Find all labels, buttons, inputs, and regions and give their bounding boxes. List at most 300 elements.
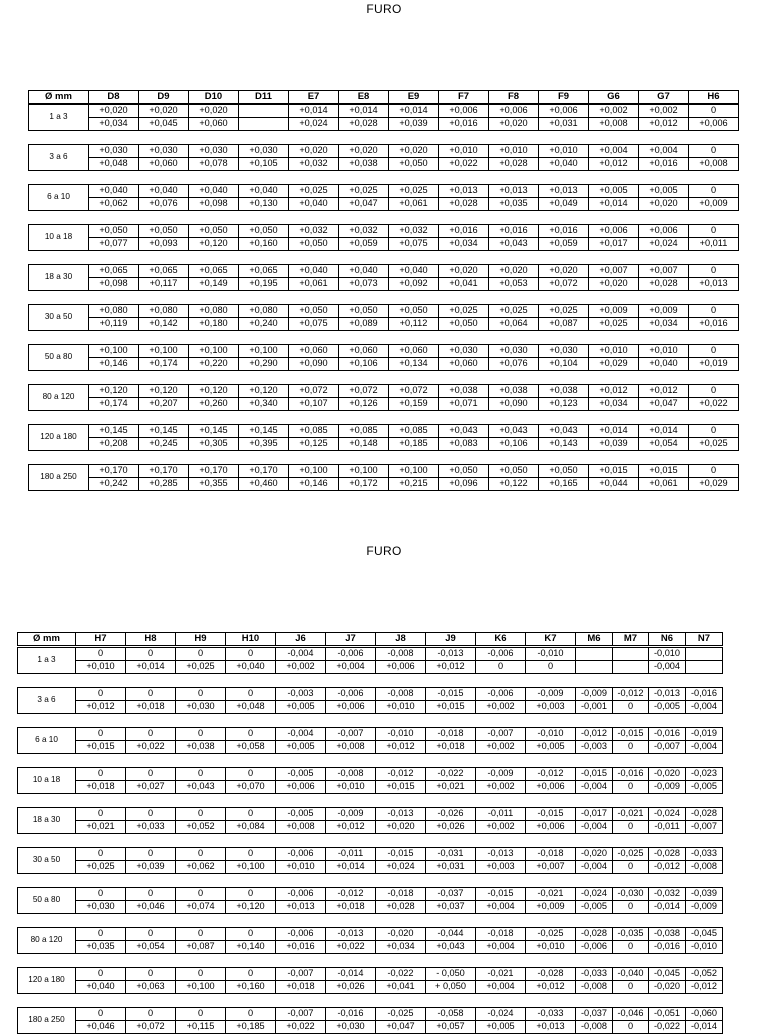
upper-deviation-cell: -0,007 bbox=[326, 728, 376, 741]
upper-deviation-cell: 0 bbox=[176, 768, 226, 781]
lower-deviation-cell: +0,087 bbox=[176, 941, 226, 954]
lower-deviation-cell: +0,054 bbox=[126, 941, 176, 954]
lower-deviation-cell: +0,018 bbox=[276, 981, 326, 994]
upper-deviation-cell: +0,085 bbox=[339, 425, 389, 438]
upper-deviation-cell: +0,050 bbox=[489, 465, 539, 478]
upper-deviation-cell: -0,025 bbox=[376, 1008, 426, 1021]
lower-deviation-cell: +0,285 bbox=[139, 478, 189, 491]
lower-deviation-cell: +0,053 bbox=[489, 278, 539, 291]
column-header: M6 bbox=[576, 633, 613, 646]
upper-deviation-cell: +0,007 bbox=[639, 265, 689, 278]
lower-deviation-cell: +0,018 bbox=[126, 701, 176, 714]
table1-title: FURO bbox=[366, 2, 402, 16]
lower-deviation-cell: +0,006 bbox=[326, 701, 376, 714]
lower-deviation-cell: +0,026 bbox=[426, 821, 476, 834]
upper-deviation-cell: +0,145 bbox=[139, 425, 189, 438]
upper-deviation-cell: 0 bbox=[76, 808, 126, 821]
lower-deviation-cell: +0,100 bbox=[176, 981, 226, 994]
upper-deviation-cell: -0,022 bbox=[426, 768, 476, 781]
lower-deviation-cell: +0,015 bbox=[426, 701, 476, 714]
lower-deviation-cell: +0,075 bbox=[389, 238, 439, 251]
size-range-cell: 80 a 120 bbox=[29, 385, 89, 411]
lower-deviation-cell: +0,009 bbox=[689, 198, 739, 211]
lower-deviation-cell: +0,063 bbox=[126, 981, 176, 994]
lower-deviation-cell: +0,014 bbox=[326, 861, 376, 874]
upper-deviation-cell: +0,014 bbox=[589, 425, 639, 438]
lower-deviation-cell: 0 bbox=[613, 741, 649, 754]
upper-deviation-cell: +0,009 bbox=[589, 305, 639, 318]
lower-deviation-cell: +0,040 bbox=[76, 981, 126, 994]
upper-deviation-cell: +0,004 bbox=[639, 145, 689, 158]
lower-deviation-cell: +0,195 bbox=[239, 278, 289, 291]
lower-deviation-cell: +0,070 bbox=[226, 781, 276, 794]
upper-deviation-cell: 0 bbox=[689, 345, 739, 358]
upper-deviation-cell: -0,012 bbox=[613, 688, 649, 701]
size-range-cell: 120 a 180 bbox=[29, 425, 89, 451]
lower-deviation-cell: +0,022 bbox=[276, 1021, 326, 1034]
column-header: N7 bbox=[686, 633, 723, 646]
lower-deviation-cell: +0,096 bbox=[439, 478, 489, 491]
upper-deviation-cell: 0 bbox=[689, 385, 739, 398]
column-header: E9 bbox=[389, 91, 439, 104]
table-header bbox=[28, 90, 739, 104]
upper-deviation-cell: +0,085 bbox=[289, 425, 339, 438]
upper-deviation-cell: -0,011 bbox=[326, 848, 376, 861]
lower-deviation-cell: +0,048 bbox=[226, 701, 276, 714]
lower-deviation-cell: +0,016 bbox=[439, 118, 489, 131]
lower-deviation-cell: +0,028 bbox=[489, 158, 539, 171]
upper-deviation-cell: +0,025 bbox=[289, 185, 339, 198]
table2-title: FURO bbox=[366, 544, 402, 558]
upper-deviation-cell bbox=[686, 648, 723, 661]
upper-deviation-cell: -0,016 bbox=[326, 1008, 376, 1021]
lower-deviation-cell: +0,025 bbox=[176, 661, 226, 674]
column-header: J8 bbox=[376, 633, 426, 646]
lower-deviation-cell: +0,105 bbox=[239, 158, 289, 171]
upper-deviation-cell: -0,006 bbox=[276, 848, 326, 861]
lower-deviation-cell: +0,017 bbox=[589, 238, 639, 251]
lower-deviation-cell: +0,010 bbox=[276, 861, 326, 874]
upper-deviation-cell: -0,012 bbox=[376, 768, 426, 781]
upper-deviation-cell: +0,040 bbox=[89, 185, 139, 198]
lower-deviation-cell: -0,012 bbox=[649, 861, 686, 874]
lower-deviation-cell: +0,052 bbox=[176, 821, 226, 834]
upper-deviation-cell: -0,006 bbox=[326, 688, 376, 701]
upper-deviation-cell: +0,100 bbox=[339, 465, 389, 478]
upper-deviation-cell: +0,030 bbox=[489, 345, 539, 358]
lower-deviation-cell: -0,008 bbox=[686, 861, 723, 874]
size-range-cell: 18 a 30 bbox=[29, 265, 89, 291]
upper-deviation-cell: -0,018 bbox=[426, 728, 476, 741]
lower-deviation-cell: +0,100 bbox=[226, 861, 276, 874]
upper-deviation-cell: -0,009 bbox=[476, 768, 526, 781]
lower-deviation-cell: +0,024 bbox=[289, 118, 339, 131]
upper-deviation-cell: -0,018 bbox=[476, 928, 526, 941]
upper-deviation-cell: -0,021 bbox=[476, 968, 526, 981]
lower-deviation-cell: 0 bbox=[613, 981, 649, 994]
lower-deviation-cell: +0,215 bbox=[389, 478, 439, 491]
lower-deviation-cell: +0,010 bbox=[526, 941, 576, 954]
upper-deviation-cell: +0,065 bbox=[89, 265, 139, 278]
upper-deviation-cell: 0 bbox=[176, 928, 226, 941]
lower-deviation-cell: +0,004 bbox=[326, 661, 376, 674]
lower-deviation-cell: +0,038 bbox=[176, 741, 226, 754]
lower-deviation-cell: +0,077 bbox=[89, 238, 139, 251]
upper-deviation-cell: +0,072 bbox=[389, 385, 439, 398]
upper-deviation-cell: -0,004 bbox=[276, 648, 326, 661]
upper-deviation-cell: +0,050 bbox=[139, 225, 189, 238]
upper-deviation-cell: -0,046 bbox=[613, 1008, 649, 1021]
lower-deviation-cell: +0,010 bbox=[376, 701, 426, 714]
upper-deviation-cell: -0,006 bbox=[476, 648, 526, 661]
upper-deviation-cell: -0,012 bbox=[326, 888, 376, 901]
upper-deviation-cell: 0 bbox=[176, 968, 226, 981]
lower-deviation-cell: +0,015 bbox=[76, 741, 126, 754]
lower-deviation-cell: +0,148 bbox=[339, 438, 389, 451]
lower-deviation-cell: +0,004 bbox=[476, 901, 526, 914]
upper-deviation-cell: +0,145 bbox=[89, 425, 139, 438]
lower-deviation-cell: +0,022 bbox=[689, 398, 739, 411]
size-range-block bbox=[17, 887, 723, 914]
upper-deviation-cell: +0,120 bbox=[139, 385, 189, 398]
upper-deviation-cell: +0,006 bbox=[589, 225, 639, 238]
lower-deviation-cell: +0,185 bbox=[389, 438, 439, 451]
lower-deviation-cell: +0,149 bbox=[189, 278, 239, 291]
lower-deviation-cell bbox=[613, 661, 649, 674]
upper-deviation-cell: -0,028 bbox=[686, 808, 723, 821]
lower-deviation-cell: +0,025 bbox=[76, 861, 126, 874]
upper-deviation-cell: +0,006 bbox=[489, 105, 539, 118]
lower-deviation-cell: +0,059 bbox=[539, 238, 589, 251]
size-range-cell: 1 a 3 bbox=[29, 105, 89, 131]
lower-deviation-cell: -0,004 bbox=[649, 661, 686, 674]
upper-deviation-cell: +0,025 bbox=[389, 185, 439, 198]
lower-deviation-cell: +0,355 bbox=[189, 478, 239, 491]
size-range-block bbox=[17, 647, 723, 674]
upper-deviation-cell: -0,021 bbox=[613, 808, 649, 821]
upper-deviation-cell: +0,013 bbox=[539, 185, 589, 198]
lower-deviation-cell: -0,011 bbox=[649, 821, 686, 834]
upper-deviation-cell: -0,026 bbox=[426, 808, 476, 821]
upper-deviation-cell: +0,050 bbox=[289, 305, 339, 318]
lower-deviation-cell: +0,029 bbox=[689, 478, 739, 491]
lower-deviation-cell: +0,090 bbox=[289, 358, 339, 371]
size-range-cell: 6 a 10 bbox=[18, 728, 76, 754]
upper-deviation-cell: +0,025 bbox=[339, 185, 389, 198]
lower-deviation-cell: +0,006 bbox=[526, 781, 576, 794]
lower-deviation-cell: +0,037 bbox=[426, 901, 476, 914]
lower-deviation-cell: +0,087 bbox=[539, 318, 589, 331]
upper-deviation-cell: -0,037 bbox=[576, 1008, 613, 1021]
upper-deviation-cell: -0,015 bbox=[426, 688, 476, 701]
lower-deviation-cell: +0,083 bbox=[439, 438, 489, 451]
lower-deviation-cell: +0,125 bbox=[289, 438, 339, 451]
upper-deviation-cell: 0 bbox=[226, 1008, 276, 1021]
upper-deviation-cell: +0,065 bbox=[139, 265, 189, 278]
column-header: H10 bbox=[226, 633, 276, 646]
lower-deviation-cell: +0,061 bbox=[389, 198, 439, 211]
upper-deviation-cell: +0,043 bbox=[489, 425, 539, 438]
lower-deviation-cell: +0,120 bbox=[189, 238, 239, 251]
size-range-block bbox=[28, 424, 739, 451]
lower-deviation-cell: 0 bbox=[476, 661, 526, 674]
upper-deviation-cell: +0,040 bbox=[139, 185, 189, 198]
lower-deviation-cell: -0,001 bbox=[576, 701, 613, 714]
upper-deviation-cell: -0,006 bbox=[326, 648, 376, 661]
upper-deviation-cell: +0,100 bbox=[389, 465, 439, 478]
upper-deviation-cell: -0,018 bbox=[526, 848, 576, 861]
upper-deviation-cell: +0,040 bbox=[239, 185, 289, 198]
lower-deviation-cell: +0,146 bbox=[289, 478, 339, 491]
lower-deviation-cell: 0 bbox=[613, 701, 649, 714]
lower-deviation-cell: +0,060 bbox=[189, 118, 239, 131]
lower-deviation-cell: +0,002 bbox=[476, 781, 526, 794]
upper-deviation-cell: +0,050 bbox=[189, 225, 239, 238]
lower-deviation-cell: +0,119 bbox=[89, 318, 139, 331]
upper-deviation-cell: 0 bbox=[126, 688, 176, 701]
lower-deviation-cell: +0,003 bbox=[476, 861, 526, 874]
lower-deviation-cell: +0,019 bbox=[689, 358, 739, 371]
upper-deviation-cell: +0,020 bbox=[489, 265, 539, 278]
lower-deviation-cell: +0,048 bbox=[89, 158, 139, 171]
size-range-block bbox=[28, 384, 739, 411]
lower-deviation-cell: +0,005 bbox=[276, 741, 326, 754]
lower-deviation-cell: -0,012 bbox=[686, 981, 723, 994]
lower-deviation-cell: +0,024 bbox=[639, 238, 689, 251]
upper-deviation-cell: +0,025 bbox=[439, 305, 489, 318]
upper-deviation-cell: -0,005 bbox=[276, 808, 326, 821]
lower-deviation-cell: +0,016 bbox=[689, 318, 739, 331]
upper-deviation-cell: +0,004 bbox=[589, 145, 639, 158]
size-range-block bbox=[28, 464, 739, 491]
lower-deviation-cell: +0,002 bbox=[276, 661, 326, 674]
upper-deviation-cell: -0,013 bbox=[376, 808, 426, 821]
lower-deviation-cell: +0,122 bbox=[489, 478, 539, 491]
lower-deviation-cell: +0,290 bbox=[239, 358, 289, 371]
size-range-block bbox=[17, 927, 723, 954]
upper-deviation-cell: -0,005 bbox=[276, 768, 326, 781]
upper-deviation-cell: -0,012 bbox=[526, 768, 576, 781]
upper-deviation-cell: +0,025 bbox=[539, 305, 589, 318]
lower-deviation-cell: +0,028 bbox=[439, 198, 489, 211]
upper-deviation-cell: +0,145 bbox=[189, 425, 239, 438]
upper-deviation-cell: +0,012 bbox=[589, 385, 639, 398]
upper-deviation-cell: 0 bbox=[176, 888, 226, 901]
lower-deviation-cell: +0,208 bbox=[89, 438, 139, 451]
size-range-cell: 10 a 18 bbox=[29, 225, 89, 251]
column-header: D8 bbox=[89, 91, 139, 104]
column-header: G7 bbox=[639, 91, 689, 104]
lower-deviation-cell: +0,092 bbox=[389, 278, 439, 291]
lower-deviation-cell: +0,050 bbox=[389, 158, 439, 171]
upper-deviation-cell: -0,007 bbox=[276, 968, 326, 981]
upper-deviation-cell: -0,019 bbox=[686, 728, 723, 741]
size-range-cell: 80 a 120 bbox=[18, 928, 76, 954]
upper-deviation-cell: -0,021 bbox=[526, 888, 576, 901]
lower-deviation-cell: +0,165 bbox=[539, 478, 589, 491]
lower-deviation-cell: +0,142 bbox=[139, 318, 189, 331]
upper-deviation-cell: +0,100 bbox=[239, 345, 289, 358]
lower-deviation-cell: +0,180 bbox=[189, 318, 239, 331]
lower-deviation-cell: +0,143 bbox=[539, 438, 589, 451]
upper-deviation-cell: +0,120 bbox=[239, 385, 289, 398]
lower-deviation-cell: +0,035 bbox=[489, 198, 539, 211]
upper-deviation-cell: -0,022 bbox=[376, 968, 426, 981]
upper-deviation-cell: -0,009 bbox=[576, 688, 613, 701]
lower-deviation-cell: +0,120 bbox=[226, 901, 276, 914]
lower-deviation-cell: +0,047 bbox=[639, 398, 689, 411]
upper-deviation-cell: -0,023 bbox=[686, 768, 723, 781]
lower-deviation-cell: +0,016 bbox=[639, 158, 689, 171]
upper-deviation-cell: +0,040 bbox=[189, 185, 239, 198]
upper-deviation-cell: -0,010 bbox=[526, 648, 576, 661]
upper-deviation-cell: +0,020 bbox=[189, 105, 239, 118]
lower-deviation-cell: +0,031 bbox=[539, 118, 589, 131]
upper-deviation-cell: +0,032 bbox=[339, 225, 389, 238]
lower-deviation-cell: +0,002 bbox=[476, 701, 526, 714]
lower-deviation-cell: +0,220 bbox=[189, 358, 239, 371]
lower-deviation-cell: +0,107 bbox=[289, 398, 339, 411]
upper-deviation-cell: -0,012 bbox=[576, 728, 613, 741]
lower-deviation-cell: +0,022 bbox=[439, 158, 489, 171]
lower-deviation-cell: +0,054 bbox=[639, 438, 689, 451]
lower-deviation-cell: +0,172 bbox=[339, 478, 389, 491]
upper-deviation-cell: +0,005 bbox=[639, 185, 689, 198]
upper-deviation-cell: +0,030 bbox=[439, 345, 489, 358]
lower-deviation-cell: +0,012 bbox=[426, 661, 476, 674]
lower-deviation-cell: +0,049 bbox=[539, 198, 589, 211]
upper-deviation-cell: +0,145 bbox=[239, 425, 289, 438]
lower-deviation-cell: -0,005 bbox=[576, 901, 613, 914]
lower-deviation-cell: +0,245 bbox=[139, 438, 189, 451]
size-range-cell: 120 a 180 bbox=[18, 968, 76, 994]
lower-deviation-cell: +0,084 bbox=[226, 821, 276, 834]
column-header: H8 bbox=[126, 633, 176, 646]
size-range-block bbox=[28, 144, 739, 171]
lower-deviation-cell: +0,029 bbox=[589, 358, 639, 371]
lower-deviation-cell: +0,034 bbox=[439, 238, 489, 251]
lower-deviation-cell: +0,146 bbox=[89, 358, 139, 371]
lower-deviation-cell: +0,047 bbox=[339, 198, 389, 211]
column-header: E8 bbox=[339, 91, 389, 104]
upper-deviation-cell: 0 bbox=[126, 968, 176, 981]
lower-deviation-cell: +0,047 bbox=[376, 1021, 426, 1034]
lower-deviation-cell: -0,009 bbox=[686, 901, 723, 914]
upper-deviation-cell: +0,007 bbox=[589, 265, 639, 278]
lower-deviation-cell: +0,004 bbox=[476, 981, 526, 994]
column-header: F9 bbox=[539, 91, 589, 104]
lower-deviation-cell: +0,076 bbox=[489, 358, 539, 371]
upper-deviation-cell: -0,040 bbox=[613, 968, 649, 981]
lower-deviation-cell: +0,041 bbox=[439, 278, 489, 291]
upper-deviation-cell: 0 bbox=[126, 848, 176, 861]
upper-deviation-cell: -0,009 bbox=[326, 808, 376, 821]
size-range-block bbox=[17, 1007, 723, 1034]
upper-deviation-cell: +0,002 bbox=[589, 105, 639, 118]
upper-deviation-cell: 0 bbox=[176, 648, 226, 661]
lower-deviation-cell: +0,021 bbox=[76, 821, 126, 834]
upper-deviation-cell: -0,015 bbox=[476, 888, 526, 901]
upper-deviation-cell: 0 bbox=[689, 185, 739, 198]
upper-deviation-cell: 0 bbox=[76, 1008, 126, 1021]
lower-deviation-cell: -0,008 bbox=[576, 1021, 613, 1034]
lower-deviation-cell: -0,004 bbox=[576, 861, 613, 874]
lower-deviation-cell: -0,004 bbox=[576, 821, 613, 834]
upper-deviation-cell: -0,031 bbox=[426, 848, 476, 861]
lower-deviation-cell: +0,112 bbox=[389, 318, 439, 331]
upper-deviation-cell: +0,085 bbox=[389, 425, 439, 438]
size-range-block bbox=[28, 224, 739, 251]
column-header: J6 bbox=[276, 633, 326, 646]
lower-deviation-cell: +0,018 bbox=[76, 781, 126, 794]
upper-deviation-cell: -0,008 bbox=[376, 688, 426, 701]
lower-deviation-cell: +0,034 bbox=[376, 941, 426, 954]
lower-deviation-cell: +0,130 bbox=[239, 198, 289, 211]
lower-deviation-cell: +0,013 bbox=[526, 1021, 576, 1034]
lower-deviation-cell: +0,074 bbox=[176, 901, 226, 914]
lower-deviation-cell: +0,060 bbox=[139, 158, 189, 171]
lower-deviation-cell: +0,013 bbox=[689, 278, 739, 291]
lower-deviation-cell: +0,010 bbox=[76, 661, 126, 674]
upper-deviation-cell: -0,009 bbox=[526, 688, 576, 701]
size-range-cell: 30 a 50 bbox=[29, 305, 89, 331]
upper-deviation-cell: +0,014 bbox=[339, 105, 389, 118]
upper-deviation-cell: +0,016 bbox=[439, 225, 489, 238]
upper-deviation-cell: -0,015 bbox=[376, 848, 426, 861]
size-range-cell: 30 a 50 bbox=[18, 848, 76, 874]
size-range-block bbox=[17, 807, 723, 834]
lower-deviation-cell: +0,159 bbox=[389, 398, 439, 411]
upper-deviation-cell: +0,002 bbox=[639, 105, 689, 118]
lower-deviation-cell: +0,140 bbox=[226, 941, 276, 954]
upper-deviation-cell: +0,072 bbox=[289, 385, 339, 398]
upper-deviation-cell: +0,050 bbox=[339, 305, 389, 318]
upper-deviation-cell: +0,014 bbox=[389, 105, 439, 118]
lower-deviation-cell: +0,012 bbox=[589, 158, 639, 171]
upper-deviation-cell: +0,010 bbox=[439, 145, 489, 158]
lower-deviation-cell: +0,034 bbox=[639, 318, 689, 331]
lower-deviation-cell: +0,016 bbox=[276, 941, 326, 954]
upper-deviation-cell bbox=[613, 648, 649, 661]
lower-deviation-cell: +0,012 bbox=[326, 821, 376, 834]
lower-deviation-cell: +0,007 bbox=[526, 861, 576, 874]
upper-deviation-cell: +0,072 bbox=[339, 385, 389, 398]
upper-deviation-cell: +0,170 bbox=[89, 465, 139, 478]
lower-deviation-cell: 0 bbox=[613, 1021, 649, 1034]
lower-deviation-cell: +0,005 bbox=[276, 701, 326, 714]
upper-deviation-cell: 0 bbox=[176, 848, 226, 861]
lower-deviation-cell: +0,076 bbox=[139, 198, 189, 211]
upper-deviation-cell: 0 bbox=[689, 425, 739, 438]
upper-deviation-cell bbox=[239, 105, 289, 118]
lower-deviation-cell: 0 bbox=[613, 861, 649, 874]
upper-deviation-cell: +0,043 bbox=[539, 425, 589, 438]
lower-deviation-cell: +0,028 bbox=[639, 278, 689, 291]
lower-deviation-cell: +0,061 bbox=[289, 278, 339, 291]
upper-deviation-cell: +0,020 bbox=[139, 105, 189, 118]
lower-deviation-cell: +0,043 bbox=[426, 941, 476, 954]
upper-deviation-cell: -0,028 bbox=[576, 928, 613, 941]
lower-deviation-cell: +0,126 bbox=[339, 398, 389, 411]
lower-deviation-cell: +0,014 bbox=[126, 661, 176, 674]
upper-deviation-cell: -0,051 bbox=[649, 1008, 686, 1021]
upper-deviation-cell: -0,010 bbox=[526, 728, 576, 741]
upper-deviation-cell: +0,016 bbox=[539, 225, 589, 238]
lower-deviation-cell: +0,032 bbox=[289, 158, 339, 171]
lower-deviation-cell: -0,006 bbox=[576, 941, 613, 954]
upper-deviation-cell: 0 bbox=[126, 928, 176, 941]
lower-deviation-cell: +0,030 bbox=[326, 1021, 376, 1034]
